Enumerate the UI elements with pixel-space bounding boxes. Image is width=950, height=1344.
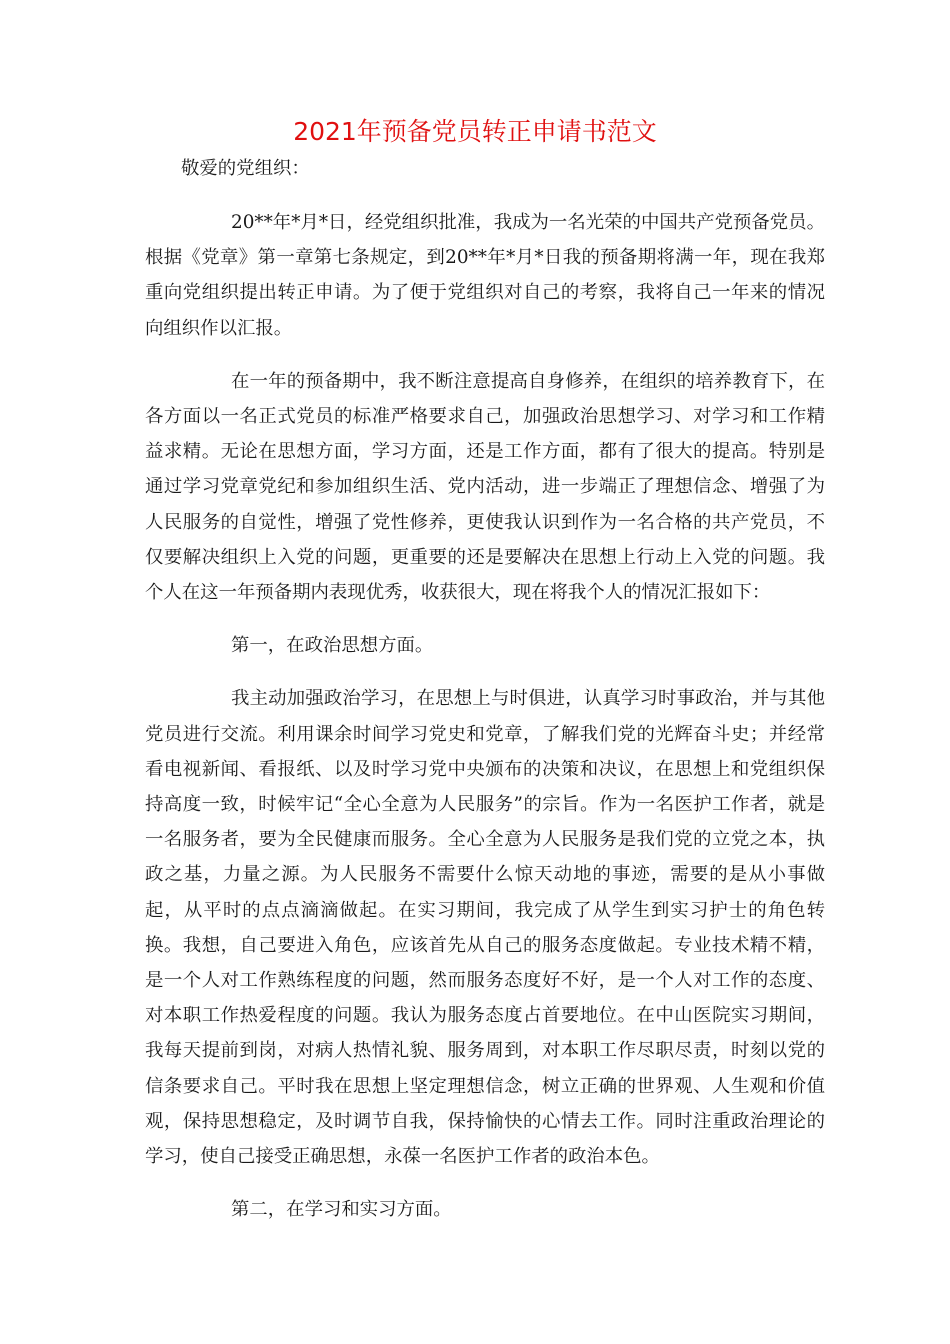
- section-heading-study: 第二，在学习和实习方面。: [231, 1199, 452, 1221]
- salutation: 敬爱的党组织：: [181, 158, 310, 179]
- document-title: 2021年预备党员转正申请书范文: [293, 117, 657, 146]
- section-heading-political: 第一，在政治思想方面。: [231, 635, 434, 657]
- paragraph-intro: 20**年*月*日，经党组织批准，我成为一名光荣的中国共产党预备党员。根据《党章》第一章第七条规定，到20**年*月*日我的预备期将满一年，现在我郑重向党组织提出转正申请。为了便于党组织对自己的考察，我将自己一年来的情况向组织作以汇报。: [145, 212, 825, 339]
- document-body: [145, 150, 825, 1227]
- paragraph-political: 我主动加强政治学习，在思想上与时俱进，认真学习时事政治，并与其他党员进行交流。利用课余时间学习党史和党章，了解我们党的光辉奋斗史；并经常看电视新闻、看报纸、以及时学习党中央颁布的决策和决议，在思想上和党组织保持高度一致，时候牢记“全心全意为人民服务”的宗旨。作为一名医护工作者，就是一名服务者，要为全民健康而服务。全心全意为人民服务是我们党的立党之本，执政之基，力量之源。为人民服务不需要什么惊天动地的事迹，需要的是从小事做起，从平时的点点滴滴做起。在实习期间，我完成了从学生到实习护士的角色转换。我想，自己要进入角色，应该首先从自己的服务态度做起。专业技术精不精，是一个人对工作熟练程度的问题，然而服务态度好不好，是一个人对工作的态度、对本职工作热爱程度的问题。我认为服务态度占首要地位。在中山医院实习期间，我每天提前到岗，对病人热情礼貌、服务周到，对本职工作尽职尽责，时刻以党的信条要求自己。平时我在思想上坚定理想信念，树立正确的世界观、人生观和价值观，保持思想稳定，及时调节自我，保持愉快的心情去工作。同时注重政治理论的学习，使自己接受正确思想，永葆一名医护工作者的政治本色。: [145, 688, 825, 1168]
- paragraph-summary: 在一年的预备期中，我不断注意提高自身修养，在组织的培养教育下，在各方面以一名正式党员的标准严格要求自己，加强政治思想学习、对学习和工作精益求精。无论在思想方面，学习方面，还是工作方面，都有了很大的提高。特别是通过学习党章党纪和参加组织生活、党内活动，进一步端正了理想信念、增强了为人民服务的自觉性，增强了党性修养，更使我认识到作为一名合格的共产党员，不仅要解决组织上入党的问题，更重要的还是要解决在思想上行动上入党的问题。我个人在这一年预备期内表现优秀，收获很大，现在将我个人的情况汇报如下：: [145, 370, 825, 604]
